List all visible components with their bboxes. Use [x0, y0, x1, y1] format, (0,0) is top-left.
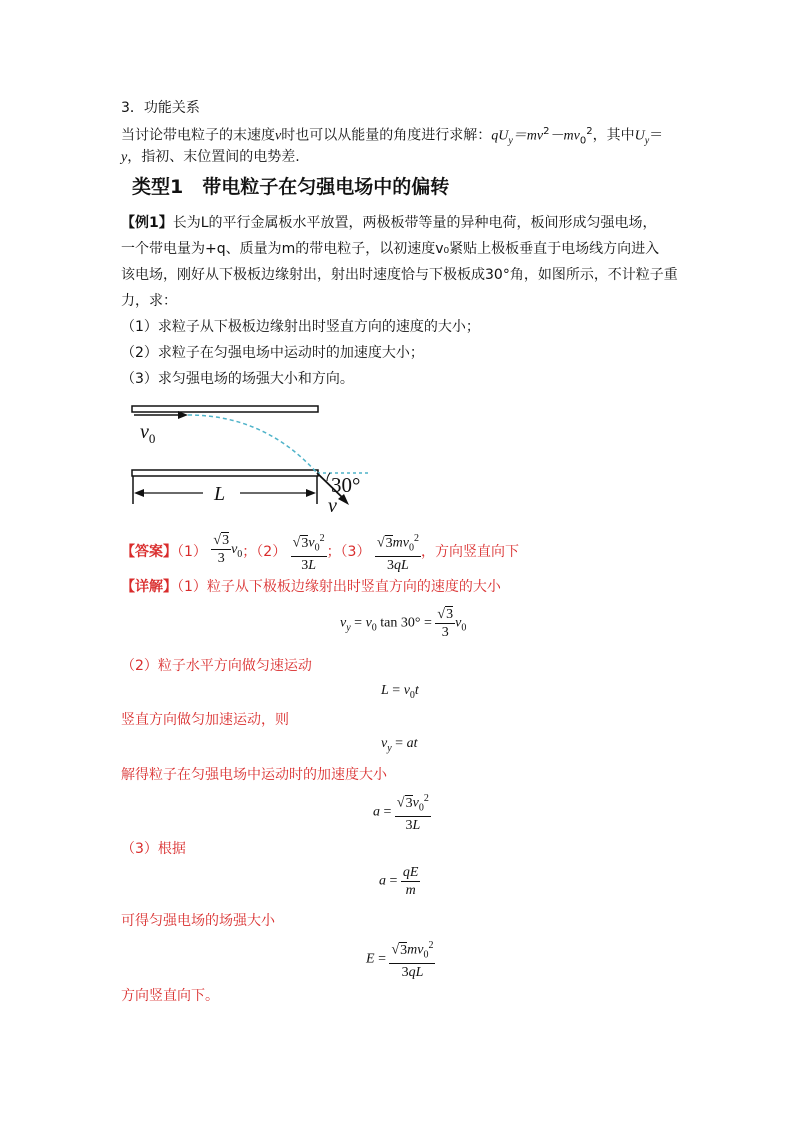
L-arrowhead-left: [134, 489, 144, 497]
equation-a-qE: a = $\frac{qE}{m}$: [379, 865, 419, 898]
formula-sub: y: [508, 135, 513, 147]
equation-vy-at: $v_y$ = at: [381, 736, 418, 754]
question-1: （1）求粒子从下极板边缘射出时竖直方向的速度的大小；: [121, 319, 480, 335]
text-segment: （1）粒子从下极板边缘射出时竖直方向的速度的大小: [177, 579, 501, 595]
var-v: v: [275, 128, 282, 144]
formula-sup: 2: [543, 126, 550, 137]
detail-tag: 【详解】: [121, 579, 177, 595]
lower-plate: [132, 470, 318, 476]
L-arrowhead-right: [306, 489, 316, 497]
example-line-4: 力，求：: [121, 293, 177, 309]
detail-line-7: 方向竖直向下。: [121, 988, 219, 1004]
text-segment: 长为L的平行金属板水平放置，两极板带等量的异种电荷，板间形成匀强电场，: [172, 215, 657, 231]
capacitor-deflection-figure: [130, 400, 390, 512]
text-segment: 时也可以从能量的角度进行求解：: [281, 127, 492, 144]
question-3: （3）求匀强电场的场强大小和方向。: [121, 371, 354, 387]
formula-qU: qU: [491, 128, 509, 144]
question-2: （2）求粒子在匀强电场中运动时的加速度大小；: [121, 345, 424, 361]
var-U: U: [634, 128, 645, 144]
formula-mv0: －mv: [549, 128, 580, 144]
section-heading: 3．功能关系: [121, 100, 200, 116]
detail-line-1: [121, 577, 501, 597]
trajectory-curve: [188, 415, 317, 473]
answer-part-2-label: ；（2）: [242, 544, 287, 561]
var-y: y: [121, 150, 128, 165]
detail-line-3: 竖直方向做匀加速运动，则: [121, 712, 289, 728]
example-line-3: 该电场，刚好从下极板边缘射出，射出时速度恰与下极板成30°角，如图所示，不计粒子重: [121, 267, 678, 283]
answer-line: [121, 530, 519, 574]
formula-mv: ＝mv: [512, 128, 544, 144]
detail-line-6: 可得匀强电场的场强大小: [121, 913, 275, 929]
formula-sub: 0: [579, 135, 587, 147]
answer-tag: 【答案】: [121, 544, 177, 561]
answer-part-3-label: ；（3）: [326, 544, 371, 561]
example-line-2: 一个带电量为+q、质量为m的带电粒子，以初速度v₀紧贴上极板垂直于电场线方向进入: [121, 241, 660, 257]
answer-part-1-label: （1）: [177, 544, 207, 561]
answer-3-formula: $\frac{√3mv_0^2}{3qL}$: [375, 530, 421, 574]
upper-plate: [132, 406, 318, 412]
angle-label: 30°: [331, 473, 361, 497]
example-line-1: [121, 213, 657, 233]
detail-line-4: 解得粒子在匀强电场中运动时的加速度大小: [121, 767, 387, 783]
formula-sup: 2: [586, 126, 593, 137]
text-segment: 当讨论带电粒子的末速度: [121, 127, 275, 144]
L-label: L: [214, 483, 226, 505]
section-text-line-2: [121, 147, 300, 168]
answer-1-formula: $\frac{√3}{3}$ $v_0$: [213, 533, 243, 567]
angle-arc: [327, 473, 330, 481]
answer-2-formula: $\frac{√3v_0^2}{3L}$: [291, 530, 327, 574]
example-tag: 【例1】: [121, 215, 173, 231]
answer-direction: ，方向竖直向下: [420, 544, 519, 561]
v0-label: $v_0$: [140, 421, 156, 446]
equation-a: a = $\frac{√3v_0^2}{3L}$: [373, 790, 431, 834]
text-segment: ，指初、末位置间的电势差.: [127, 149, 300, 165]
detail-line-2: （2）粒子水平方向做匀速运动: [121, 658, 312, 674]
text-segment: ，其中: [592, 127, 635, 144]
formula-sub: y: [644, 135, 650, 147]
text-segment: ＝: [649, 127, 664, 144]
type-heading: 类型1 带电粒子在匀强电场中的偏转: [132, 176, 450, 198]
detail-line-5: （3）根据: [121, 841, 186, 857]
equation-E: E = $\frac{√3mv_0^2}{3qL}$: [366, 937, 435, 981]
equation-L: $L = v_0t$: [381, 683, 419, 701]
equation-vy-tan: $v_y = v_0$ tan 30° = $\frac{√3}{3}$ $v_0$: [340, 607, 467, 640]
v-label: v: [328, 495, 337, 512]
